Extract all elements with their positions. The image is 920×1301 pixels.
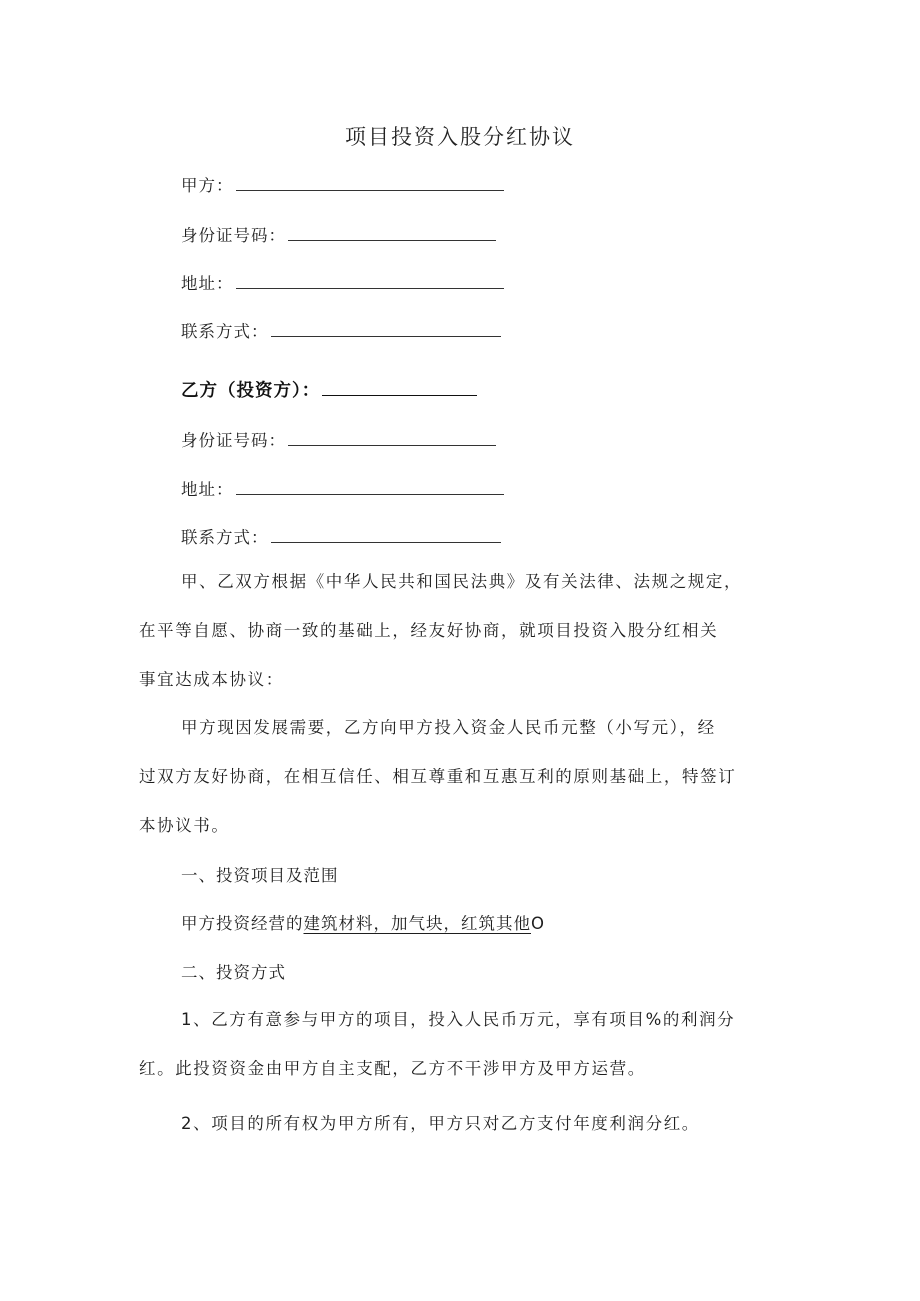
party-b-contact-line	[181, 524, 501, 548]
party-b-address-line	[181, 476, 504, 500]
section1-text	[181, 910, 545, 934]
party-a-address-label: 地址：	[181, 274, 234, 293]
section2-item1-line: 红。此投资资金由甲方自主支配，乙方不干涉甲方及甲方运营。	[139, 1059, 646, 1078]
party-a-contact-blank[interactable]	[271, 335, 501, 337]
party-a-address-blank[interactable]	[236, 287, 504, 289]
party-a-contact-line	[181, 318, 501, 342]
intro-line: 在平等自愿、协商一致的基础上，经友好协商，就项目投资入股分红相关	[139, 621, 719, 640]
intro-paragraph	[139, 557, 785, 704]
section2-heading: 二、投资方式	[181, 963, 286, 982]
party-b-label: 乙方（投资方）：	[181, 381, 321, 401]
section1-text-suffix: O	[531, 914, 545, 933]
party-b-name-blank[interactable]	[322, 394, 477, 396]
document-title: 项目投资入股分红协议	[345, 125, 575, 149]
party-a-contact-label: 联系方式：	[181, 322, 269, 341]
party-a-id-blank[interactable]	[288, 239, 496, 241]
party-b-name-line	[181, 377, 477, 402]
party-a-address-line	[181, 270, 504, 294]
purpose-line: 甲方现因发展需要，乙方向甲方投入资金人民币元整（小写元），经	[181, 718, 716, 737]
section2-item1	[139, 995, 785, 1093]
section2-item2	[139, 1099, 785, 1148]
party-b-id-blank[interactable]	[288, 444, 496, 446]
party-a-label: 甲方：	[181, 176, 234, 195]
purpose-paragraph	[139, 703, 785, 850]
party-b-contact-blank[interactable]	[271, 541, 501, 543]
party-b-id-label: 身份证号码：	[181, 431, 286, 450]
party-a-id-line	[181, 222, 496, 246]
purpose-line: 过双方友好协商，在相互信任、相互尊重和互惠互利的原则基础上，特签订	[139, 767, 737, 786]
party-a-name-blank[interactable]	[236, 189, 504, 191]
section1-text-prefix: 甲方投资经营的	[181, 914, 304, 933]
party-a-id-label: 身份证号码：	[181, 226, 286, 245]
section1-heading: 一、投资项目及范围	[181, 866, 339, 885]
intro-line: 甲、乙双方根据《中华人民共和国民法典》及有关法律、法规之规定，	[181, 572, 743, 591]
section2-item2-line: 2、项目的所有权为甲方所有，甲方只对乙方支付年度利润分红。	[181, 1114, 700, 1133]
party-b-address-blank[interactable]	[236, 493, 504, 495]
party-b-address-label: 地址：	[181, 480, 234, 499]
party-b-id-line	[181, 427, 496, 451]
purpose-line: 本协议书。	[139, 816, 230, 835]
section1-text-underlined: 建筑材料，加气块，红筑其他	[303, 914, 531, 933]
party-a-name-line	[181, 172, 504, 196]
intro-line: 事宜达成本协议：	[139, 670, 284, 689]
party-b-contact-label: 联系方式：	[181, 528, 269, 547]
section2-item1-line: 1、乙方有意参与甲方的项目，投入人民币万元，享有项目%的利润分	[181, 1010, 736, 1029]
